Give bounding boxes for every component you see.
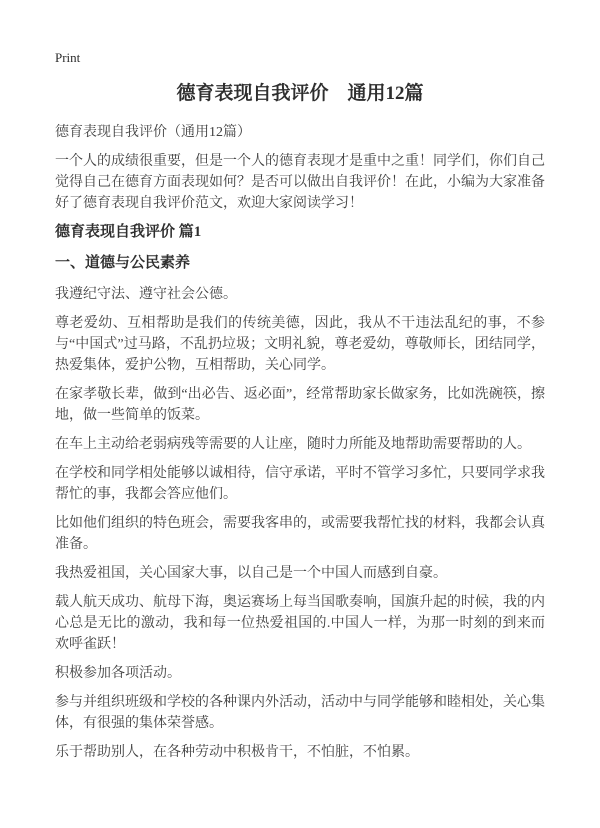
page-title: 德育表现自我评价 通用12篇 [176,83,424,104]
section-heading: 德育表现自我评价 篇1 [55,224,202,240]
body-paragraph: 载人航天成功、航母下海，奥运赛场上每当国歌奏响，国旗升起的时候，我的内心总是无比的激动，我和每一位热爱祖国的.中国人一样，为那一时刻的到来而欢呼雀跃！ [55,595,545,652]
article-subtitle: 德育表现自我评价（通用12篇） [55,125,251,140]
body-paragraph: 积极参加各项活动。 [55,666,181,681]
body-paragraph: 我遵纪守法、遵守社会公德。 [55,287,237,302]
subsection-heading: 一、道德与公民素养 [55,255,191,271]
intro-paragraph: 一个人的成绩很重要，但是一个人的德育表现才是重中之重！同学们，你们自己觉得自己在德育方面表现如何？是否可以做出自我评价！在此，小编为大家准备好了德育表现自我评价范文，欢迎大家阅读学习！ [55,154,545,211]
body-paragraph: 尊老爱幼、互相帮助是我们的传统美德，因此，我从不干违法乱纪的事，不参与“中国式”过马路，不乱扔垃圾；文明礼貌，尊老爱幼，尊敬师长，团结同学，热爱集体，爱护公物，互相帮助，关心同学。 [55,316,545,373]
body-paragraph: 我热爱祖国，关心国家大事，以自己是一个中国人而感到自豪。 [55,566,447,581]
print-button[interactable]: Print [55,50,81,65]
body-paragraph: 乐于帮助别人，在各种劳动中积极肯干，不怕脏，不怕累。 [55,745,419,760]
body-paragraph: 在车上主动给老弱病残等需要的人让座，随时力所能及地帮助需要帮助的人。 [55,437,531,452]
body-paragraph: 参与并组织班级和学校的各种课内外活动，活动中与同学能够和睦相处，关心集体，有很强的集体荣誉感。 [55,695,545,731]
body-paragraph: 在学校和同学相处能够以诚相待，信守承诺，平时不管学习多忙，只要同学求我帮忙的事，我都会答应他们。 [55,466,545,502]
body-paragraph: 比如他们组织的特色班会，需要我客串的，或需要我帮忙找的材料，我都会认真准备。 [55,516,545,552]
body-paragraph: 在家孝敬长辈，做到“出必告、返必面”，经常帮助家长做家务，比如洗碗筷，擦地，做一些简单的饭菜。 [55,387,545,423]
